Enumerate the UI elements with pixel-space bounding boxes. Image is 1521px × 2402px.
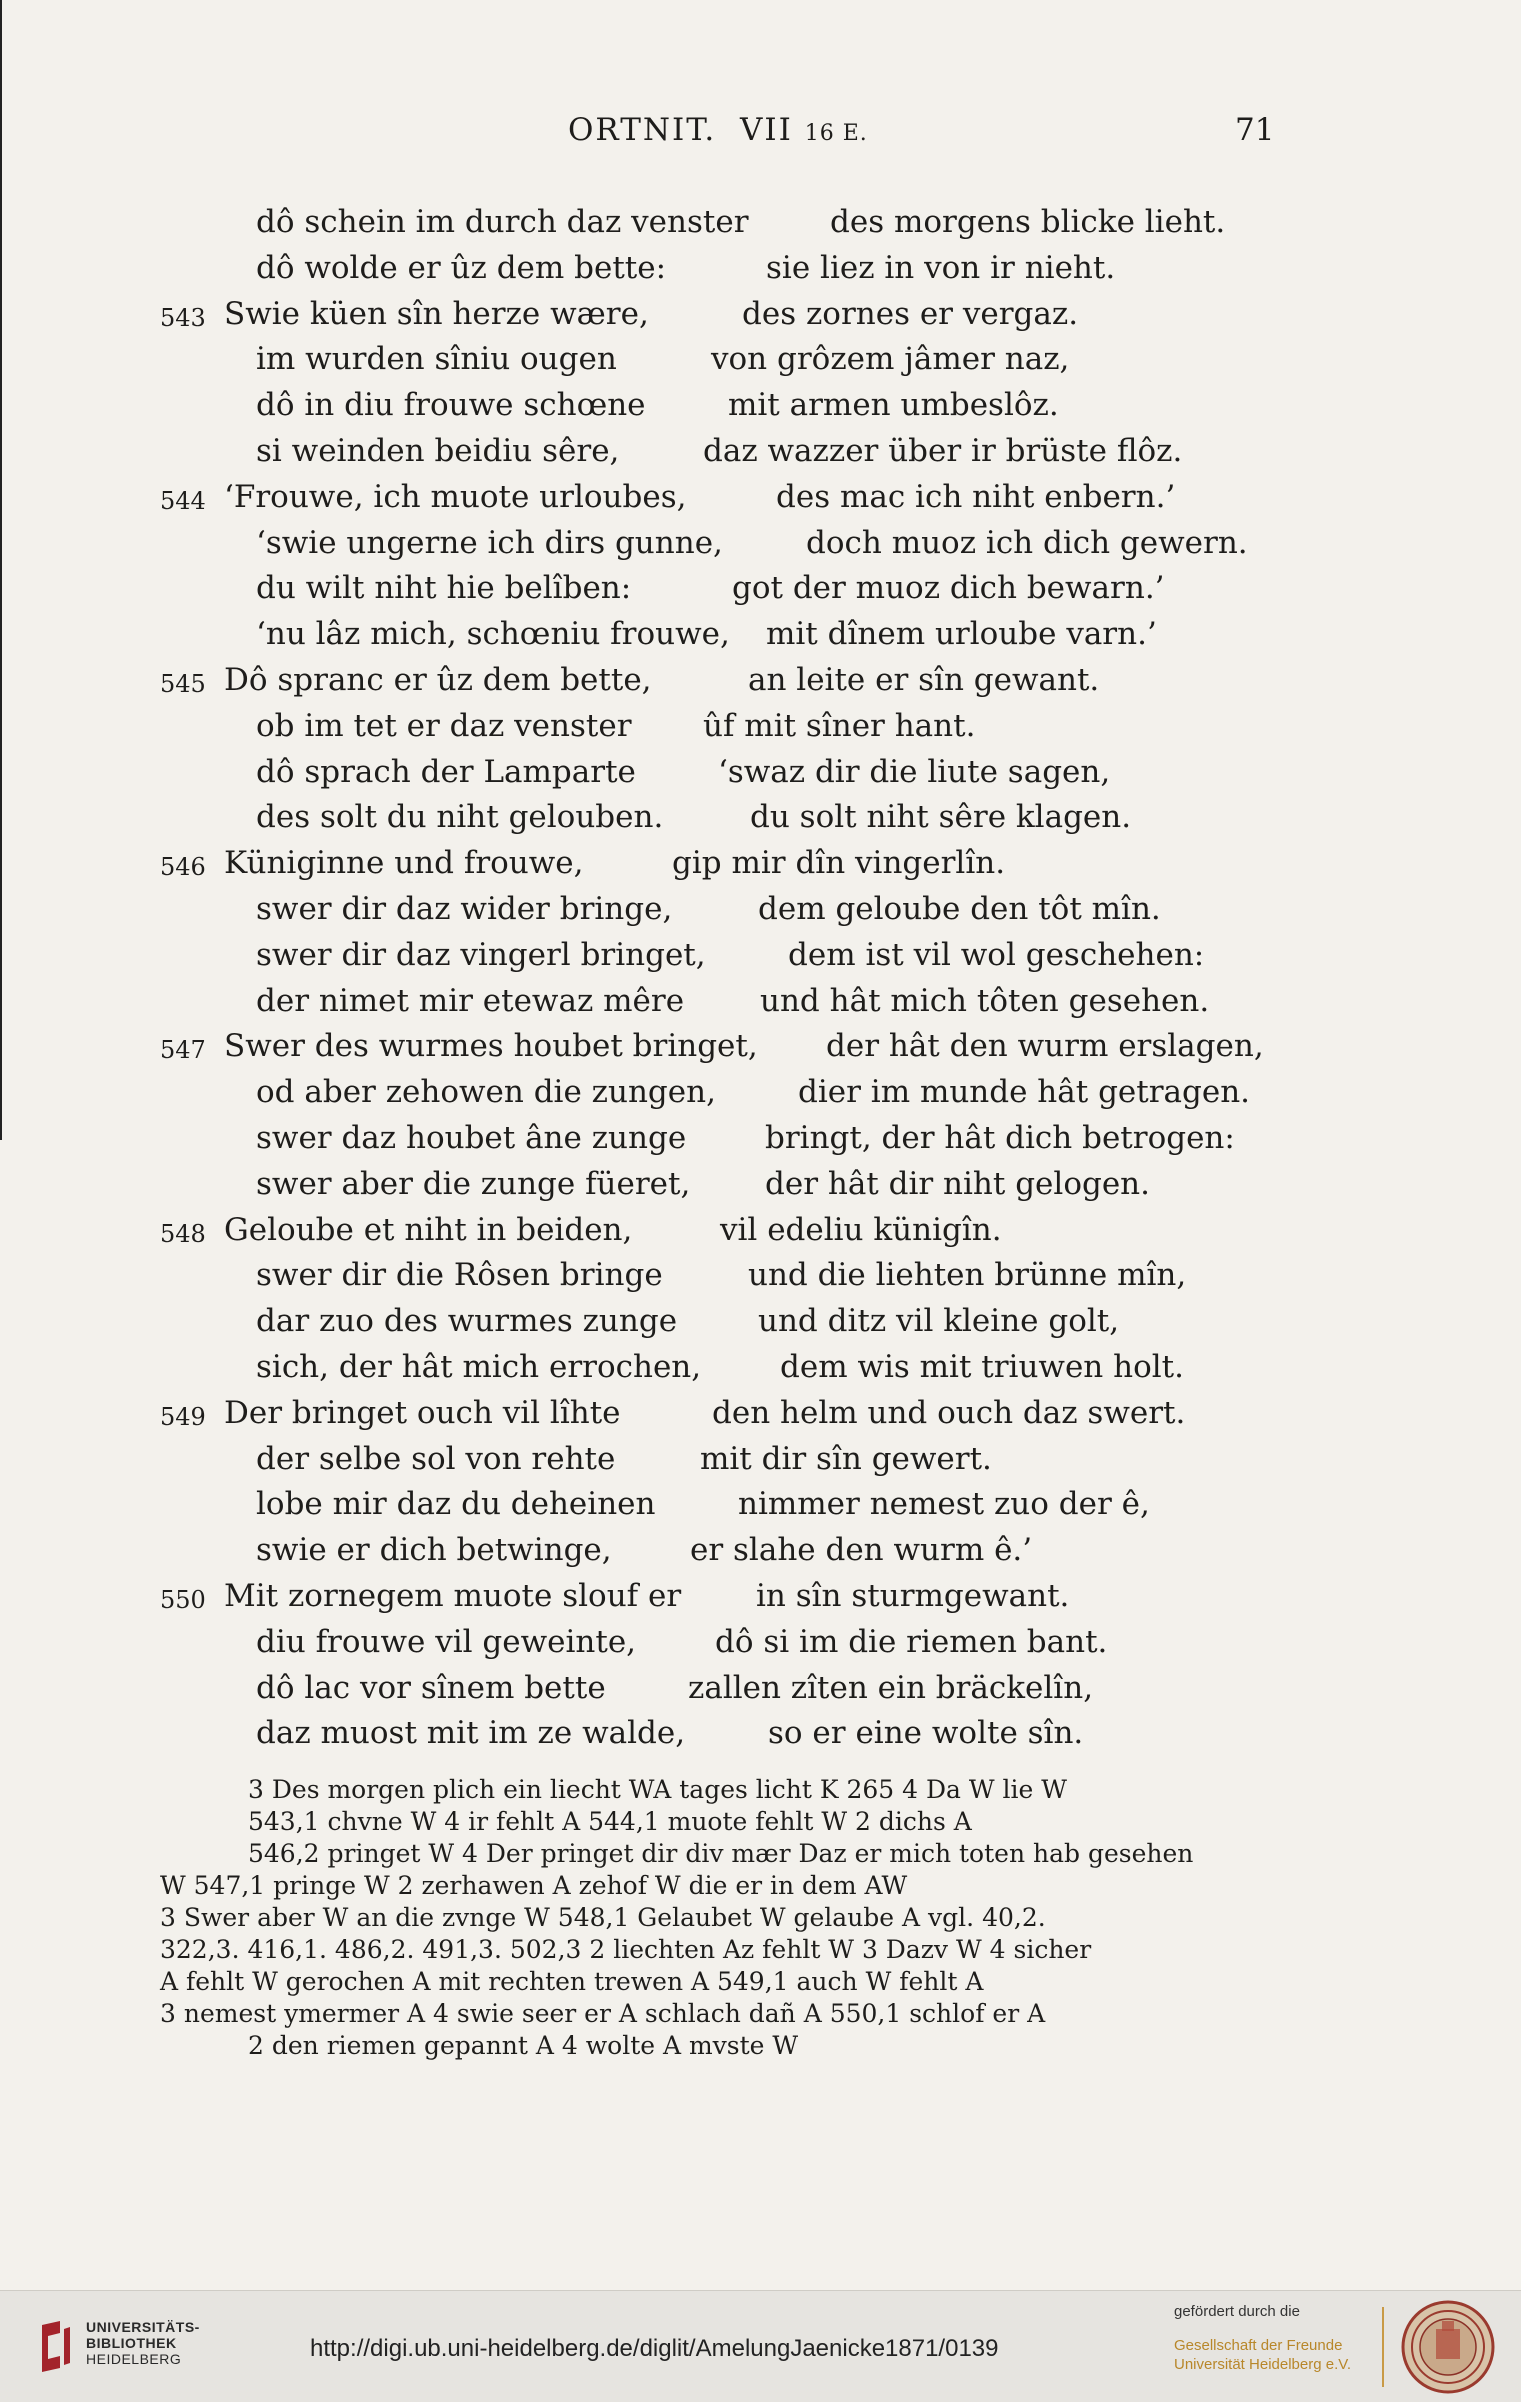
first-half-line: dô wolde er ûz dem bette:: [256, 249, 667, 286]
second-half-line: und ditz vil kleine golt,: [758, 1303, 1120, 1340]
second-half-line: an leite er sîn gewant.: [748, 661, 1100, 698]
second-half-line: daz wazzer über ir brüste flôz.: [703, 432, 1183, 469]
library-name: [86, 2319, 200, 2367]
apparatus-line: 2 den riemen gepannt A 4 wolte A mvste W: [248, 2031, 799, 2060]
second-half-line: von grôzem jâmer naz,: [711, 341, 1070, 378]
sponsor-block: [1174, 2303, 1374, 2374]
second-half-line: got der muoz dich bewarn.’: [732, 570, 1165, 607]
chapter-text: VII: [739, 112, 793, 148]
second-half-line: ‘swaz dir die liute sagen,: [718, 753, 1111, 790]
verse-line: [0, 292, 1521, 338]
first-half-line: der nimet mir etewaz mêre: [256, 982, 685, 1019]
verse-line: [0, 1482, 1521, 1528]
page-header: [0, 112, 1521, 162]
first-half-line: ‘Frouwe, ich muote urloubes,: [224, 478, 687, 515]
first-half-line: ‘nu lâz mich, schœniu frouwe,: [256, 616, 730, 653]
second-half-line: doch muoz ich dich gewern.: [806, 524, 1248, 561]
second-half-line: des zornes er vergaz.: [742, 295, 1079, 332]
first-half-line: du wilt niht hie belîben:: [256, 570, 632, 607]
society-line-1: Gesellschaft der Freunde: [1174, 2337, 1343, 2354]
library-line-2: BIBLIOTHEK: [86, 2335, 177, 2351]
apparatus-line: A fehlt W gerochen A mit rechten trewen A 549,1 auch W fehlt A: [160, 1967, 984, 1996]
first-half-line: dô in diu frouwe schœne: [256, 387, 646, 424]
verse-line: [0, 1666, 1521, 1712]
apparatus-line: 546,2 pringet W 4 Der pringet dir div mær Daz er mich toten hab gesehen: [248, 1839, 1194, 1868]
verse-line: [0, 1437, 1521, 1483]
first-half-line: sich, der hât mich errochen,: [256, 1348, 702, 1385]
title-text: ORTNIT.: [568, 112, 717, 148]
first-half-line: swie er dich betwinge,: [256, 1532, 612, 1569]
first-half-line: swer aber die zunge füeret,: [256, 1165, 691, 1202]
verse-line: [0, 429, 1521, 475]
first-half-line: od aber zehowen die zungen,: [256, 1074, 716, 1111]
page-number: 71: [1235, 112, 1275, 148]
first-half-line: Geloube et niht in beiden,: [224, 1211, 633, 1248]
stanza-number: 544: [160, 486, 206, 515]
first-half-line: Mit zornegem muote slouf er: [224, 1577, 682, 1614]
stanza-number: 547: [160, 1036, 206, 1065]
verse-line: [0, 1024, 1521, 1070]
first-half-line: swer dir daz vingerl bringet,: [256, 936, 706, 973]
first-half-line: der selbe sol von rehte: [256, 1440, 616, 1477]
verse-line: [0, 475, 1521, 521]
second-half-line: des mac ich niht enbern.’: [776, 478, 1176, 515]
verse-line: [0, 200, 1521, 246]
second-half-line: dier im munde hât getragen.: [798, 1074, 1251, 1111]
first-half-line: Swer des wurmes houbet bringet,: [224, 1028, 758, 1065]
first-half-line: im wurden sîniu ougen: [256, 341, 617, 378]
verse-line: [0, 841, 1521, 887]
verse-line: [0, 1162, 1521, 1208]
stanza-number: 549: [160, 1402, 206, 1431]
verse-line: [0, 1391, 1521, 1437]
library-line-1: UNIVERSITÄTS-: [86, 2319, 200, 2335]
verse-line: [0, 658, 1521, 704]
second-half-line: mit dir sîn gewert.: [700, 1440, 992, 1477]
apparatus-line: 3 nemest ymermer A 4 swie seer er A schlach dañ A 550,1 schlof er A: [160, 1999, 1046, 2028]
verse-line: [0, 1345, 1521, 1391]
first-half-line: ob im tet er daz venster: [256, 707, 632, 744]
verse-line: [0, 1253, 1521, 1299]
first-half-line: Swie küen sîn herze wære,: [224, 295, 649, 332]
second-half-line: der hât den wurm erslagen,: [826, 1028, 1264, 1065]
sponsor-label: gefördert durch die: [1174, 2303, 1300, 2320]
apparatus-line: 322,3. 416,1. 486,2. 491,3. 502,3 2 liechten Az fehlt W 3 Dazv W 4 sicher: [160, 1935, 1092, 1964]
verse-line: [0, 566, 1521, 612]
apparatus-line: 3 Swer aber W an die zvnge W 548,1 Gelaubet W gelaube A vgl. 40,2.: [160, 1903, 1046, 1932]
verse-line: [0, 612, 1521, 658]
second-half-line: dem geloube den tôt mîn.: [758, 890, 1161, 927]
second-half-line: zallen zîten ein bräckelîn,: [688, 1669, 1094, 1706]
permalink-url[interactable]: http://digi.ub.uni-heidelberg.de/diglit/AmelungJaenicke1871/0139: [310, 2335, 999, 2362]
verse-line: [0, 1299, 1521, 1345]
verse-line: [0, 979, 1521, 1025]
second-half-line: in sîn sturmgewant.: [756, 1577, 1070, 1614]
verse-line: [0, 795, 1521, 841]
first-half-line: swer daz houbet âne zunge: [256, 1119, 687, 1156]
second-half-line: dem ist vil wol geschehen:: [788, 936, 1205, 973]
verse-line: [0, 1620, 1521, 1666]
second-half-line: bringt, der hât dich betrogen:: [765, 1119, 1235, 1156]
verse-line: [0, 1528, 1521, 1574]
second-half-line: und die liehten brünne mîn,: [748, 1257, 1187, 1294]
second-half-line: den helm und ouch daz swert.: [712, 1394, 1186, 1431]
first-half-line: daz muost mit im ze walde,: [256, 1715, 686, 1752]
verse-line: [0, 383, 1521, 429]
second-half-line: der hât dir niht gelogen.: [765, 1165, 1150, 1202]
second-half-line: dem wis mit triuwen holt.: [780, 1348, 1184, 1385]
verse-line: [0, 521, 1521, 567]
first-half-line: des solt du niht gelouben.: [256, 799, 664, 836]
second-half-line: mit dînem urloube varn.’: [766, 616, 1157, 653]
society-name: [1174, 2336, 1374, 2374]
stanza-number: 546: [160, 853, 206, 882]
stanza-number: 548: [160, 1219, 206, 1248]
second-half-line: so er eine wolte sîn.: [768, 1715, 1084, 1752]
second-half-line: gip mir dîn vingerlîn.: [672, 845, 1006, 882]
apparatus-line: 3 Des morgen plich ein liecht WA tages licht K 265 4 Da W lie W: [248, 1775, 1067, 1804]
first-half-line: si weinden beidiu sêre,: [256, 432, 620, 469]
first-half-line: dô lac vor sînem bette: [256, 1669, 606, 1706]
second-half-line: mit armen umbeslôz.: [728, 387, 1059, 424]
verse-line: [0, 933, 1521, 979]
stanza-number: 550: [160, 1585, 206, 1614]
verse-line: [0, 246, 1521, 292]
first-half-line: lobe mir daz du deheinen: [256, 1486, 656, 1523]
critical-apparatus: [160, 1774, 1280, 2062]
footer-bar: [0, 2290, 1521, 2402]
first-half-line: swer dir daz wider bringe,: [256, 890, 673, 927]
first-half-line: Dô spranc er ûz dem bette,: [224, 661, 652, 698]
first-half-line: ‘swie ungerne ich dirs gunne,: [256, 524, 723, 561]
second-half-line: dô si im die riemen bant.: [715, 1623, 1108, 1660]
verse-line: [0, 750, 1521, 796]
running-title: [568, 112, 868, 148]
verse-line: [0, 1711, 1521, 1757]
verse-line: [0, 337, 1521, 383]
verse-line: [0, 704, 1521, 750]
verse-line: [0, 887, 1521, 933]
second-half-line: und hât mich tôten gesehen.: [760, 982, 1210, 1019]
verse-text: [0, 200, 1521, 1757]
library-line-3: HEIDELBERG: [86, 2351, 182, 2367]
verse-line: [0, 1208, 1521, 1254]
first-half-line: diu frouwe vil geweinte,: [256, 1623, 637, 1660]
second-half-line: nimmer nemest zuo der ê,: [738, 1486, 1150, 1523]
university-seal-icon: [1400, 2299, 1496, 2395]
second-half-line: er slahe den wurm ê.’: [690, 1532, 1033, 1569]
second-half-line: du solt niht sêre klagen.: [750, 799, 1132, 836]
first-half-line: swer dir die Rôsen bringe: [256, 1257, 663, 1294]
footer-divider: [1382, 2307, 1384, 2387]
second-half-line: vil edeliu künigîn.: [720, 1211, 1002, 1248]
first-half-line: dar zuo des wurmes zunge: [256, 1303, 678, 1340]
section-text: 16 E.: [804, 121, 868, 146]
verse-line: [0, 1116, 1521, 1162]
society-line-2: Universität Heidelberg e.V.: [1174, 2356, 1352, 2373]
second-half-line: ûf mit sîner hant.: [703, 707, 976, 744]
first-half-line: dô sprach der Lamparte: [256, 753, 636, 790]
first-half-line: Der bringet ouch vil lîhte: [224, 1394, 621, 1431]
apparatus-line: W 547,1 pringe W 2 zerhawen A zehof W die er in dem AW: [160, 1871, 908, 1900]
verse-line: [0, 1070, 1521, 1116]
second-half-line: des morgens blicke lieht.: [830, 204, 1226, 240]
stanza-number: 543: [160, 303, 206, 332]
verse-line: [0, 1574, 1521, 1620]
second-half-line: sie liez in von ir nieht.: [766, 249, 1116, 286]
first-half-line: Küniginne und frouwe,: [224, 845, 584, 882]
apparatus-line: 543,1 chvne W 4 ir fehlt A 544,1 muote fehlt W 2 dichs A: [248, 1807, 972, 1836]
stanza-number: 545: [160, 669, 206, 698]
library-logo-icon: [38, 2319, 72, 2373]
first-half-line: dô schein im durch daz venster: [256, 204, 749, 240]
